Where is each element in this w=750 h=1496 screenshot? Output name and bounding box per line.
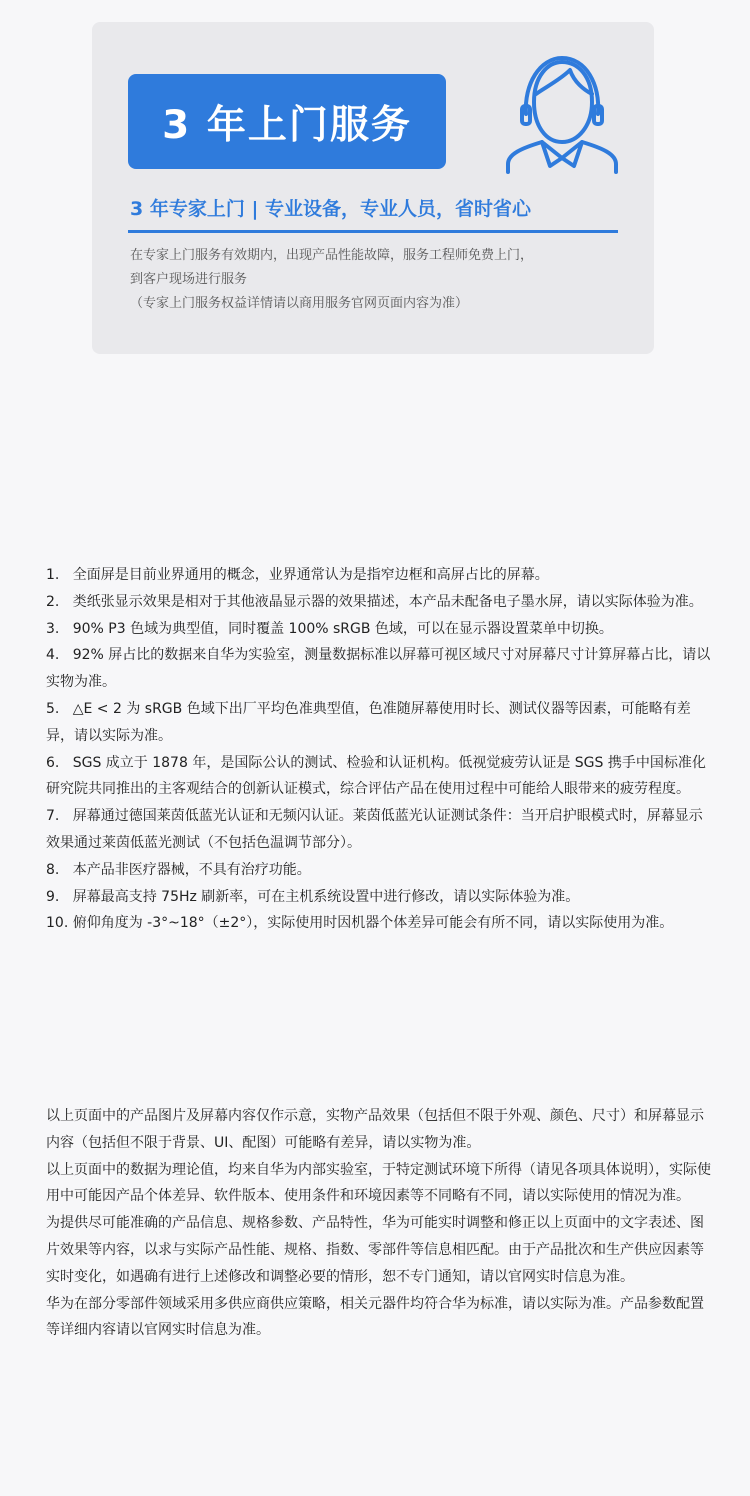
footnote-text: 屏幕最高支持 75Hz 刷新率，可在主机系统设置中进行修改，请以实际体验为准。	[72, 888, 580, 905]
footnote-number: 3.	[46, 620, 60, 637]
footnote-item	[46, 884, 711, 911]
footnote-number: 8.	[46, 861, 60, 878]
footnote-item	[46, 696, 711, 750]
footnote-text: 本产品非医疗器械，不具有治疗功能。	[72, 861, 311, 878]
footnote-number: 4.	[46, 647, 60, 664]
footnote-number: 9.	[46, 888, 60, 905]
disclaimer-paragraph: 华为在部分零部件领域采用多供应商供应策略，相关元器件均符合华为标准，请以实际为准。产品参数配置等详细内容请以官网实时信息为准。	[46, 1295, 704, 1339]
description-line: 到客户现场进行服务	[130, 272, 248, 287]
footnote-item	[46, 589, 711, 616]
footnote-item	[46, 857, 711, 884]
footnote-item	[46, 803, 711, 857]
footnote-number: 6.	[46, 754, 60, 771]
footnotes-list	[46, 562, 711, 937]
footnote-text: SGS 成立于 1878 年，是国际公认的测试、检验和认证机构。低视觉疲劳认证是 SGS 携手中国标准化研究院共同推出的主客观结合的创新认证模式，综合评估产品在使用过程中可能给人眼带来的疲劳程度。	[46, 754, 706, 798]
service-description	[130, 244, 630, 316]
footnote-text: 屏幕通过德国莱茵低蓝光认证和无频闪认证。莱茵低蓝光认证测试条件：当开启护眼模式时，屏幕显示效果通过莱茵低蓝光测试（不包括色温调节部分）。	[46, 808, 703, 851]
footnote-number: 7.	[46, 808, 60, 825]
disclaimer-paragraph: 以上页面中的数据为理论值，均来自华为内部实验室，于特定测试环境下所得（请见各项具体说明），实际使用中可能因产品个体差异、软件版本、使用条件和环境因素等不同略有不同，请以实际使用的情况为准。	[46, 1161, 711, 1205]
disclaimer-paragraph: 以上页面中的产品图片及屏幕内容仅作示意，实物产品效果（包括但不限于外观、颜色、尺寸）和屏幕显示内容（包括但不限于背景、UI、配图）可能略有差异，请以实物为准。	[46, 1108, 704, 1151]
footnote-item	[46, 910, 711, 937]
footnote-item	[46, 562, 711, 589]
description-line: 在专家上门服务有效期内，出现产品性能故障，服务工程师免费上门，	[130, 248, 534, 263]
footnote-number: 10.	[46, 915, 69, 932]
support-agent-icon	[504, 54, 620, 176]
footnote-text: 90% P3 色域为典型值，同时覆盖 100% sRGB 色域，可以在显示器设置菜单中切换。	[72, 620, 613, 637]
footnote-text: 俯仰角度为 -3°~18°（±2°），实际使用时因机器个体差异可能会有所不同，请以实际使用为准。	[72, 915, 674, 932]
footnote-number: 1.	[46, 567, 60, 583]
footnote-item	[46, 750, 711, 804]
footnote-text: 全面屏是目前业界通用的概念，业界通常认为是指窄边框和高屏占比的屏幕。	[72, 567, 549, 583]
footnote-number: 5.	[46, 700, 60, 717]
disclaimer-paragraph: 为提供尽可能准确的产品信息、规格参数、产品特性，华为可能实时调整和修正以上页面中的文字表述、图片效果等内容，以求与实际产品性能、规格、指数、零部件等信息相匹配。由于产品批次和生产供应因素等实时变化，如遇确有进行上述修改和调整必要的情形，恕不专门通知，请以官网实时信息为准。	[46, 1215, 704, 1285]
footnote-text: 类纸张显示效果是相对于其他液晶显示器的效果描述，本产品未配备电子墨水屏，请以实际体验为准。	[72, 593, 703, 610]
footnote-text: △E < 2 为 sRGB 色域下出厂平均色准典型值，色准随屏幕使用时长、测试仪器等因素，可能略有差异，请以实际为准。	[46, 700, 691, 744]
divider	[128, 230, 618, 233]
disclaimer-section	[46, 1103, 711, 1344]
service-badge: 3 年上门服务	[128, 74, 446, 169]
footnote-item	[46, 642, 711, 696]
footnote-number: 2.	[46, 593, 60, 610]
service-card	[92, 22, 654, 354]
footnote-item	[46, 616, 711, 643]
service-tagline: 3 年专家上门 | 专业设备，专业人员，省时省心	[130, 198, 532, 220]
description-line: （专家上门服务权益详情请以商用服务官网页面内容为准）	[130, 296, 469, 311]
footnote-text: 92% 屏占比的数据来自华为实验室，测量数据标准以屏幕可视区域尺寸对屏幕尺寸计算屏幕占比，请以实物为准。	[46, 647, 711, 691]
